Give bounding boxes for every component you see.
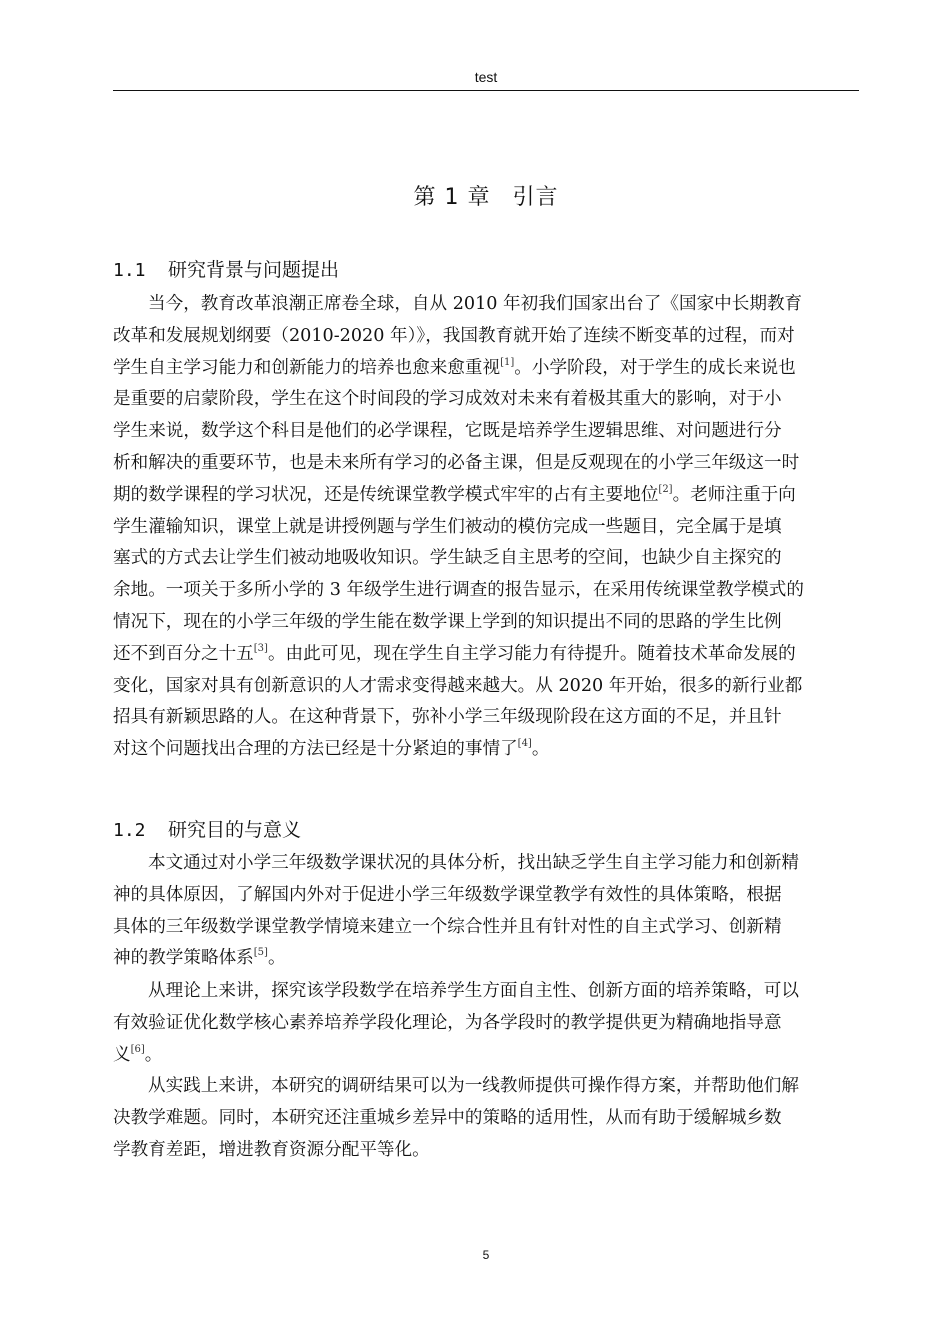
text-line: 有效验证优化数学核心素养培养学段化理论，为各学段时的教学提供更为精确地指导意: [113, 1012, 782, 1033]
paragraph-1-2-2: [113, 976, 859, 1071]
text-line: 学教育差距，增进教育资源分配平等化。: [113, 1139, 430, 1160]
text-line: 义[6]。: [113, 1043, 163, 1065]
running-header: test: [474, 69, 498, 85]
text-line: 学生自主学习能力和创新能力的培养也愈来愈重视[1]。小学阶段，对于学生的成长来说也: [113, 356, 796, 378]
text-line: 招具有新颖思路的人。在这种背景下，弥补小学三年级现阶段在这方面的不足，并且针: [113, 707, 782, 728]
paragraph-1-1-1: [113, 289, 859, 766]
page-number: 5: [482, 1248, 490, 1262]
header-rule: [113, 90, 859, 91]
section-heading-1-1: [113, 255, 859, 282]
text-line: 神的教学策略体系[5]。: [113, 947, 286, 969]
paragraph-1-2-1: [113, 848, 859, 975]
text-line: 余地。一项关于多所小学的 3 年级学生进行调查的报告显示，在采用传统课堂教学模式的: [113, 580, 804, 601]
text-line: 当今，教育改革浪潮正席卷全球，自从 2010 年初我们国家出台了《国家中长期教育: [148, 294, 803, 314]
text-line: 从理论上来讲，探究该学段数学在培养学生方面自主性、创新方面的培养策略，可以: [148, 981, 799, 1001]
citation: [1]: [500, 356, 515, 368]
text-line: 从实践上来讲，本研究的调研结果可以为一线教师提供可操作得方案，并帮助他们解: [148, 1076, 799, 1096]
text-line: 改革和发展规划纲要（2010-2020 年）》，我国教育就开始了连续不断变革的过程，而对: [113, 325, 795, 346]
text-line: 学生灌输知识，课堂上就是讲授例题与学生们被动的模仿完成一些题目，完全属于是填: [113, 516, 782, 537]
chapter-number: 第 1 章: [413, 185, 491, 210]
section-number: 1.1: [113, 260, 146, 281]
text-line: 塞式的方式去让学生们被动地吸收知识。学生缺乏自主思考的空间，也缺少自主探究的: [113, 548, 782, 569]
text-line: 期的数学课程的学习状况，还是传统课堂教学模式牢牢的占有主要地位[2]。老师注重于向: [113, 483, 796, 505]
text-line: 具体的三年级数学课堂教学情境来建立一个综合性并且有针对性的自主式学习、创新精: [113, 916, 782, 937]
citation: [3]: [253, 642, 268, 654]
chapter-title: [113, 180, 859, 211]
text-line: 本文通过对小学三年级数学课状况的具体分析，找出缺乏学生自主学习能力和创新精: [148, 853, 799, 873]
text-line: 神的具体原因，了解国内外对于促进小学三年级数学课堂教学有效性的具体策略，根据: [113, 884, 782, 905]
section-heading-1-2: [113, 815, 859, 842]
section-title: 研究背景与问题提出: [168, 259, 340, 281]
text-line: 是重要的启蒙阶段，学生在这个时间段的学习成效对未来有着极其重大的影响，对于小: [113, 389, 782, 410]
citation: [6]: [130, 1043, 145, 1055]
text-line: 析和解决的重要环节，也是未来所有学习的必备主课，但是反观现在的小学三年级这一时: [113, 452, 800, 473]
section-number: 1.2: [113, 820, 146, 841]
paragraph-1-2-3: [113, 1071, 859, 1166]
text-line: 变化，国家对具有创新意识的人才需求变得越来越大。从 2020 年开始，很多的新行业都: [113, 675, 803, 696]
text-line: 决教学难题。同时，本研究还注重城乡差异中的策略的适用性，从而有助于缓解城乡数: [113, 1107, 782, 1128]
section-title: 研究目的与意义: [168, 819, 302, 841]
text-line: 情况下，现在的小学三年级的学生能在数学课上学到的知识提出不同的思路的学生比例: [113, 611, 782, 632]
chapter-name: 引言: [512, 185, 559, 210]
text-line: 学生来说，数学这个科目是他们的必学课程，它既是培养学生逻辑思维、对问题进行分: [113, 421, 782, 442]
citation: [2]: [658, 483, 673, 495]
citation: [4]: [517, 738, 532, 750]
text-line: 对这个问题找出合理的方法已经是十分紧迫的事情了[4]。: [113, 738, 550, 760]
text-line: 还不到百分之十五[3]。由此可见，现在学生自主学习能力有待提升。随着技术革命发展的: [113, 642, 796, 664]
citation: [5]: [253, 947, 268, 959]
